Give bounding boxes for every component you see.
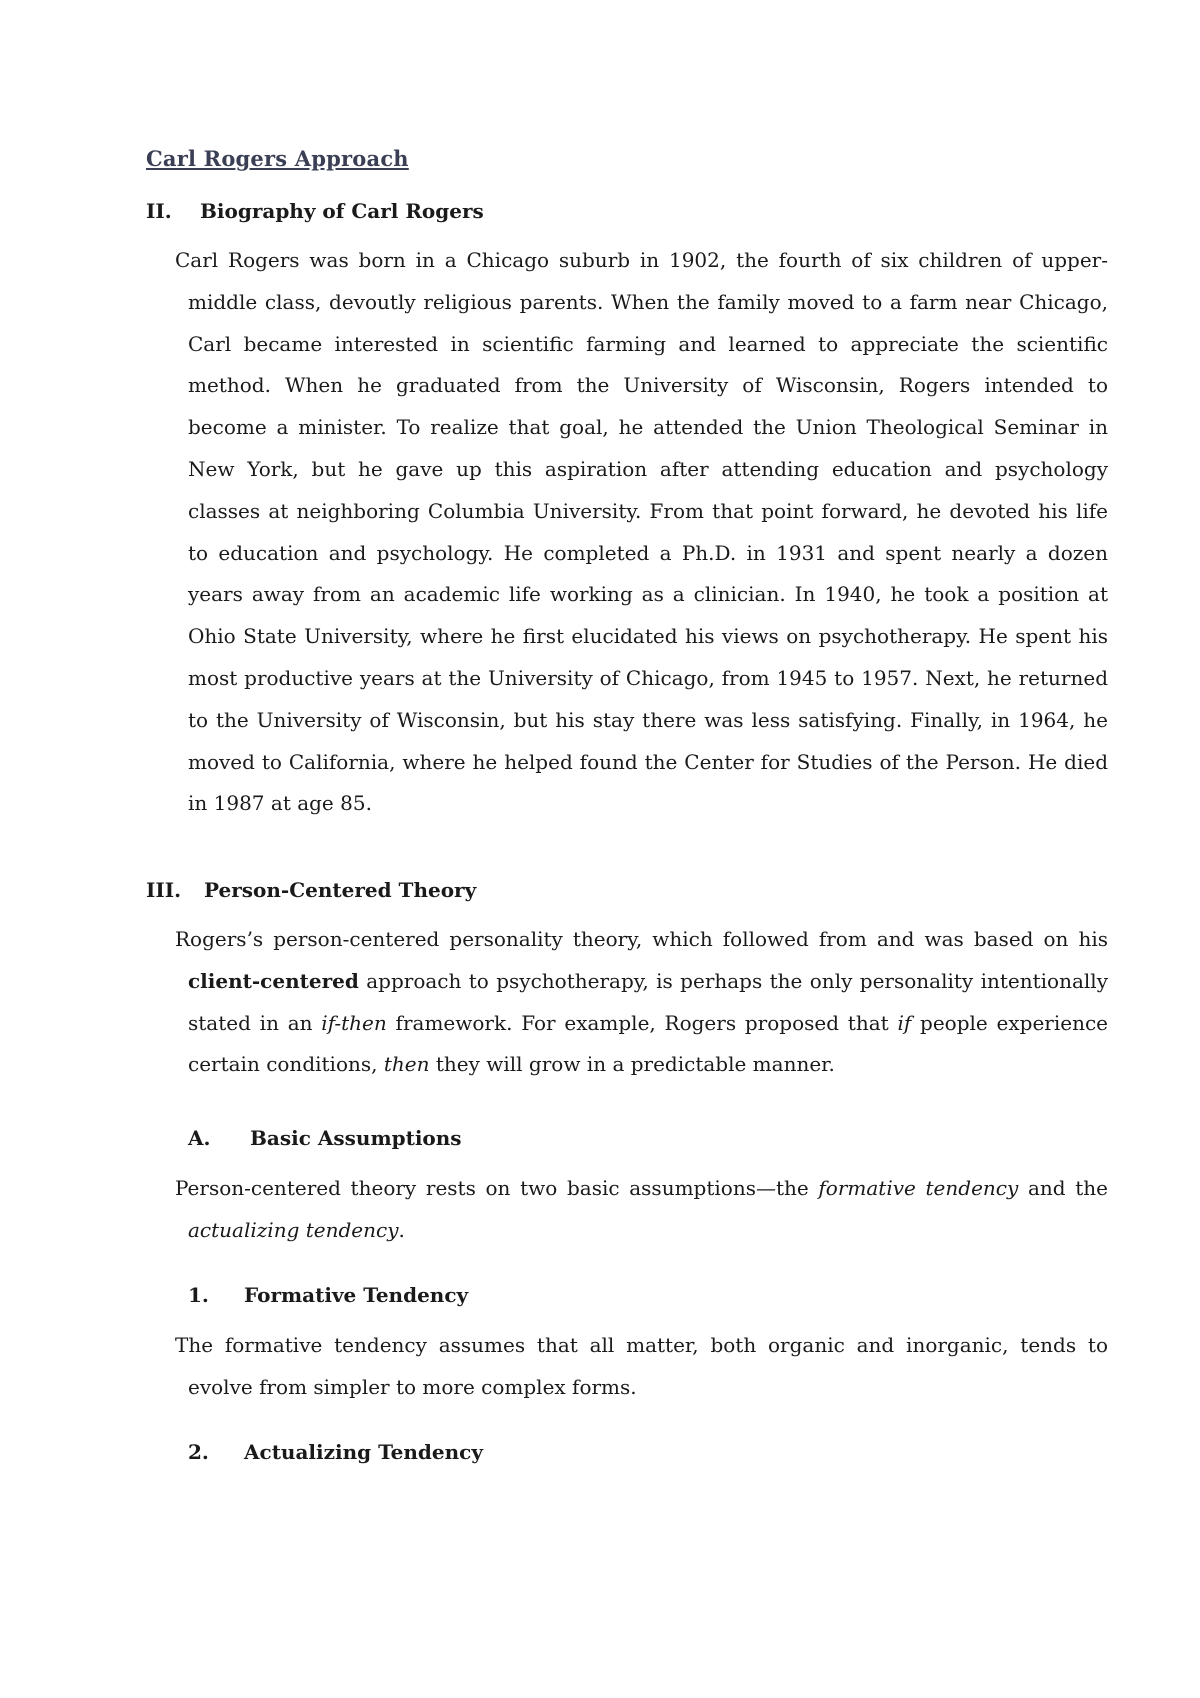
- text-run: framework. For example, Rogers proposed that: [386, 1010, 898, 1035]
- text-run: approach to psychotherapy, is perhaps the only personality intentionally stated in an: [188, 968, 1108, 1035]
- section-number: II.: [146, 199, 172, 223]
- subsection-heading-formative-tendency: [188, 1283, 468, 1307]
- italic-term: then: [383, 1052, 430, 1077]
- text-run: Person-centered theory rests on two basic assumptions—the: [175, 1176, 819, 1200]
- formative-tendency-paragraph: The formative tendency assumes that all matter, both organic and inorganic, tends to evolve from simpler to more complex forms.: [175, 1333, 1108, 1399]
- text-run: Rogers’s person-centered personality theory, which followed from and was based on his: [175, 927, 1108, 951]
- basic-assumptions-paragraph: [175, 1168, 1109, 1252]
- subsection-number: A.: [188, 1126, 211, 1150]
- section-title: Biography of Carl Rogers: [200, 199, 484, 223]
- subsection-heading-basic-assumptions: [188, 1126, 462, 1150]
- text-run: they will grow in a predictable manner.: [429, 1052, 835, 1077]
- subsection-title: Formative Tendency: [244, 1283, 469, 1307]
- text-run: people experience certain conditions,: [188, 1010, 1108, 1077]
- text-run: .: [398, 1217, 405, 1242]
- person-centered-paragraph: [175, 919, 1108, 1086]
- italic-term: formative tendency: [818, 1176, 1019, 1200]
- italic-term: if-then: [321, 1010, 387, 1035]
- section-title: Person-Centered Theory: [204, 878, 477, 902]
- text-run: and the: [1018, 1176, 1109, 1200]
- section-heading-biography: [146, 199, 484, 223]
- biography-paragraph: Carl Rogers was born in a Chicago suburb in 1902, the fourth of six children of upper-middle class, devoutly religious parents. When the family moved to a farm near Chicago, Carl became interested in scientific farming and learned to appreciate the scientific method. When he graduated from the University of Wisconsin, Rogers intended to become a minister. To realize that goal, he attended the Union Theological Seminar in New York, but he gave up this aspiration after attending education and psychology classes at neighboring Columbia University. From that point forward, he devoted his life to education and psychology. He completed a Ph.D. in 1931 and spent nearly a dozen years away from an academic life working as a clinician. In 1940, he took a position at Ohio State University, where he first elucidated his views on psychotherapy. He spent his most productive years at the University of Chicago, from 1945 to 1957. Next, he returned to the University of Wisconsin, but his stay there was less satisfying. Finally, in 1964, he moved to California, where he helped found the Center for Studies of the Person. He died in 1987 at age 85.: [175, 248, 1108, 816]
- document-title: Carl Rogers Approach: [146, 146, 409, 171]
- italic-term: actualizing tendency: [188, 1217, 399, 1242]
- subsection-title: Actualizing Tendency: [244, 1440, 483, 1464]
- section-number: III.: [146, 878, 182, 902]
- bold-term: client-centered: [188, 968, 359, 993]
- subsection-heading-actualizing-tendency: [188, 1440, 483, 1464]
- subsection-number: 2.: [188, 1440, 209, 1464]
- subsection-number: 1.: [188, 1283, 209, 1307]
- italic-term: if: [897, 1010, 912, 1035]
- subsection-title: Basic Assumptions: [250, 1126, 462, 1150]
- section-heading-person-centered-theory: [146, 878, 476, 902]
